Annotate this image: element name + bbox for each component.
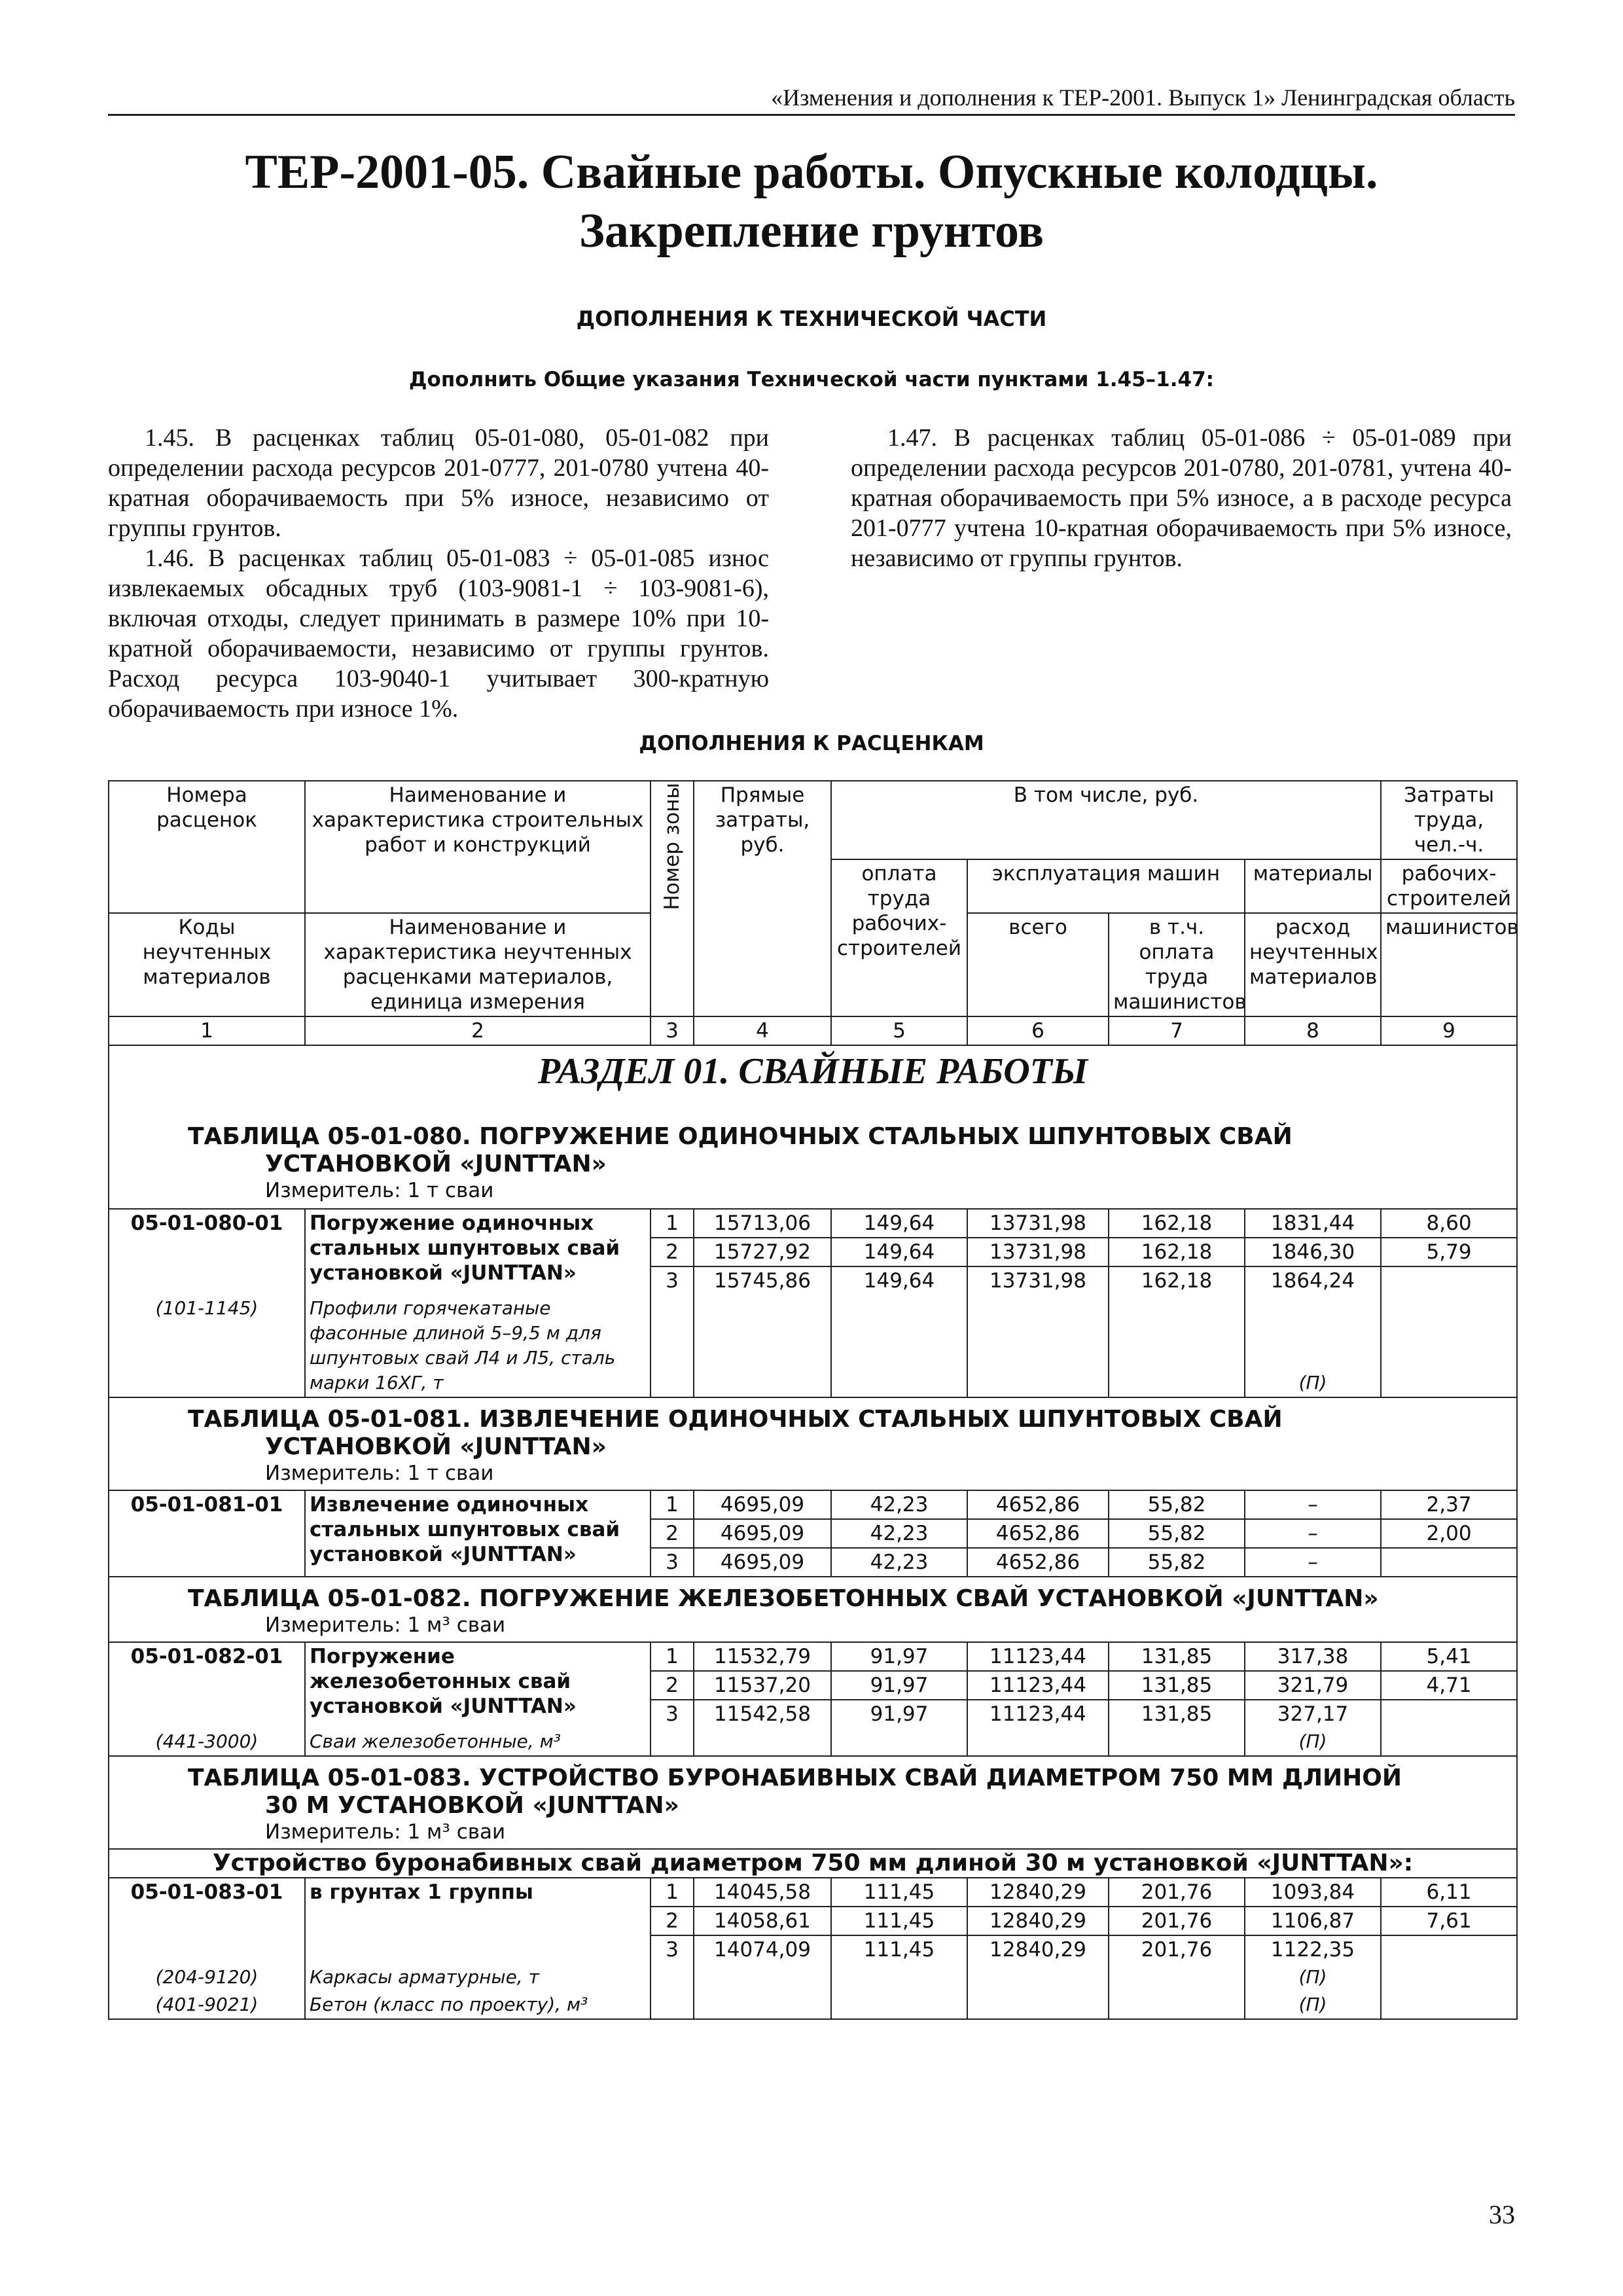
hdr-materials: материалы [1245,859,1381,913]
machines-cell: 4652,86 [967,1519,1109,1548]
machines-cell: 12840,29 [967,1878,1109,1907]
zone-cell: 3 [651,1700,694,1756]
materials-cell: – [1245,1548,1381,1577]
hdr-machinists: машинистов [1381,913,1517,1016]
hdr-zone [651,781,694,1016]
pay-cell: 111,45 [831,1907,967,1935]
rates-table [108,780,1518,2020]
pay-cell: 149,64 [831,1266,967,1397]
labor-cell [1381,1266,1517,1397]
machinists-cell: 55,82 [1109,1548,1245,1577]
material-mark: (П) [1245,1991,1381,2019]
machinists-cell: 55,82 [1109,1490,1245,1519]
pay-cell: 42,23 [831,1519,967,1548]
hdr-zone-label: Номер зоны [660,783,684,910]
direct-cell: 11532,79 [694,1642,831,1671]
machinists-cell: 201,76 [1109,1935,1245,2019]
hdr-codes: Коды неучтенных материалов [109,913,305,1016]
table-082-measure: Измеритель: 1 м³ сваи [265,1613,506,1637]
col-number: 6 [967,1016,1109,1045]
machinists-cell: 131,85 [1109,1642,1245,1671]
pay-cell: 149,64 [831,1209,967,1238]
direct-cell: 15713,06 [694,1209,831,1238]
machines-cell: 13731,98 [967,1209,1109,1238]
materials-cell: 1846,30 [1245,1238,1381,1266]
direct-cell: 11537,20 [694,1671,831,1700]
direct-cell: 15727,92 [694,1238,831,1266]
pay-cell: 42,23 [831,1490,967,1519]
tech-part-heading: ДОПОЛНЕНИЯ К ТЕХНИЧЕСКОЙ ЧАСТИ [576,306,1047,331]
labor-cell [1381,1935,1517,2019]
pay-cell: 91,97 [831,1671,967,1700]
rate-code: 05-01-081-01 [109,1490,305,1577]
materials-cell: 1122,35 [1245,1935,1381,1964]
pay-cell: 42,23 [831,1548,967,1577]
materials-cell: 317,38 [1245,1642,1381,1671]
material-mark: (П) [1245,1964,1381,1991]
table-082-title: ТАБЛИЦА 05-01-082. ПОГРУЖЕНИЕ ЖЕЛЕЗОБЕТОННЫХ СВАЙ УСТАНОВКОЙ «JUNTTAN» [188,1585,1379,1612]
machinists-cell: 131,85 [1109,1700,1245,1756]
material-code: (101-1145) [109,1295,305,1397]
col-number: 1 [109,1016,305,1045]
pay-cell: 91,97 [831,1642,967,1671]
direct-cell: 4695,09 [694,1490,831,1519]
zone-cell: 3 [651,1548,694,1577]
machines-cell: 11123,44 [967,1671,1109,1700]
table-row [109,1642,1517,1671]
table-081-measure: Измеритель: 1 т сваи [265,1462,494,1485]
rate-name: Извлечение одиночных стальных шпунтовых свай установкой «JUNTTAN» [305,1490,651,1577]
page-title [108,143,1515,260]
material-code: (401-9021) [109,1991,305,2019]
direct-cell: 4695,09 [694,1548,831,1577]
table-083-title: ТАБЛИЦА 05-01-083. УСТРОЙСТВО БУРОНАБИВНЫХ СВАЙ ДИАМЕТРОМ 750 ММ ДЛИНОЙ 30 М УСТАНОВКОЙ «JUNTTAN» [188,1765,1402,1819]
table-row [109,1878,1517,1907]
materials-cell: 1864,24 [1245,1266,1381,1295]
materials-cell: 327,17 [1245,1700,1381,1728]
col-number: 3 [651,1016,694,1045]
machines-cell: 4652,86 [967,1548,1109,1577]
zone-cell: 1 [651,1642,694,1671]
col-number: 2 [305,1016,651,1045]
direct-cell: 14045,58 [694,1878,831,1907]
zone-cell: 1 [651,1209,694,1238]
machinists-cell: 201,76 [1109,1907,1245,1935]
labor-cell: 5,79 [1381,1238,1517,1266]
hdr-unaccounted-consumption: расход неучтенных материалов [1245,913,1381,1016]
general-instructions-note: Дополнить Общие указания Технической части пунктами 1.45–1.47: [408,368,1215,391]
table-081-header [109,1397,1517,1490]
labor-cell: 6,11 [1381,1878,1517,1907]
page-number: 33 [1489,2200,1515,2229]
pay-cell: 111,45 [831,1935,967,2019]
rate-code: 05-01-082-01 [109,1642,305,1728]
machinists-cell: 162,18 [1109,1209,1245,1238]
hdr-unaccounted-name: Наименование и характеристика неучтенных расценками материалов, единица измерения [305,913,651,1016]
hdr-direct-costs: Прямые затраты, руб. [694,781,831,1016]
text-column-left [108,423,769,724]
materials-cell: 321,79 [1245,1671,1381,1700]
machines-cell: 12840,29 [967,1935,1109,2019]
hdr-rate-numbers: Номера расценок [109,781,305,913]
machinists-cell: 201,76 [1109,1878,1245,1907]
title-line-1: ТЕР-2001-05. Свайные работы. Опускные колодцы. [245,145,1378,199]
machines-cell: 12840,29 [967,1907,1109,1935]
hdr-machinist-pay: в т.ч. оплата труда машинистов [1109,913,1245,1016]
rates-heading: ДОПОЛНЕНИЯ К РАСЦЕНКАМ [639,732,984,755]
table-080-measure: Измеритель: 1 т сваи [265,1179,494,1202]
hdr-labor: Затраты труда, чел.-ч. [1381,781,1517,859]
machinists-cell: 55,82 [1109,1519,1245,1548]
labor-cell: 5,41 [1381,1642,1517,1671]
rate-name: в грунтах 1 группы [305,1878,651,1964]
material-name: Профили горячекатаные фасонные длиной 5–9,5 м для шпунтовых свай Л4 и Л5, сталь марки 16ХГ, т [305,1295,651,1397]
labor-cell: 2,37 [1381,1490,1517,1519]
zone-cell: 3 [651,1935,694,2019]
table-row [109,1490,1517,1519]
materials-cell: – [1245,1519,1381,1548]
material-name: Каркасы арматурные, т [305,1964,651,1991]
table-081-title: ТАБЛИЦА 05-01-081. ИЗВЛЕЧЕНИЕ ОДИНОЧНЫХ СТАЛЬНЫХ ШПУНТОВЫХ СВАЙ УСТАНОВКОЙ «JUNTTAN» [188,1406,1283,1460]
hdr-total: всего [967,913,1109,1016]
machinists-cell: 162,18 [1109,1238,1245,1266]
pay-cell: 149,64 [831,1238,967,1266]
zone-cell: 2 [651,1238,694,1266]
materials-cell: – [1245,1490,1381,1519]
table-083-measure: Измеритель: 1 м³ сваи [265,1820,506,1844]
table-083-header [109,1756,1517,1849]
direct-cell: 11542,58 [694,1700,831,1756]
pay-cell: 91,97 [831,1700,967,1756]
zone-cell: 2 [651,1671,694,1700]
material-code: (204-9120) [109,1964,305,1991]
direct-cell: 15745,86 [694,1266,831,1397]
direct-cell: 4695,09 [694,1519,831,1548]
labor-cell: 4,71 [1381,1671,1517,1700]
paragraph-1-45: 1.45. В расценках таблиц 05-01-080, 05-01-082 при определении расхода ресурсов 201-0777, 201-0780 учтена 40-кратная оборачиваемость при 5% износе, независимо от группы грунтов. [108,424,769,542]
machinists-cell: 131,85 [1109,1671,1245,1700]
section-block [109,1045,1517,1209]
rate-code: 05-01-083-01 [109,1878,305,1964]
machinists-cell: 162,18 [1109,1266,1245,1397]
col-number: 7 [1109,1016,1245,1045]
hdr-machine-op: эксплуатация машин [967,859,1245,913]
text-column-right [851,423,1512,573]
machines-cell: 13731,98 [967,1266,1109,1397]
direct-cell: 14074,09 [694,1935,831,2019]
machines-cell: 13731,98 [967,1238,1109,1266]
material-mark: (П) [1245,1728,1381,1756]
pay-cell: 111,45 [831,1878,967,1907]
running-head: «Изменения и дополнения к ТЕР-2001. Выпуск 1» Ленинградская область [771,84,1515,111]
hdr-workers-pay: оплата труда рабочих-строителей [831,859,967,1016]
materials-cell: 1093,84 [1245,1878,1381,1907]
rate-name: Погружение одиночных стальных шпунтовых свай установкой «JUNTTAN» [305,1209,651,1295]
zone-cell: 2 [651,1907,694,1935]
machines-cell: 11123,44 [967,1700,1109,1756]
header-rule [108,114,1515,116]
rate-name: Погружение железобетонных свай установкой «JUNTTAN» [305,1642,651,1728]
paragraph-1-46: 1.46. В расценках таблиц 05-01-083 ÷ 05-01-085 износ извлекаемых обсадных труб (103-9081-1 ÷ 103-9081-6), включая отходы, следует принимать в размере 10% при 10-кратной оборачиваемости, независимо от группы грунтов. Расход ресурса 103-9040-1 учитывает 300-кратную оборачиваемость при износе 1%. [108,545,769,723]
labor-cell: 8,60 [1381,1209,1517,1238]
col-number: 9 [1381,1016,1517,1045]
machines-cell: 11123,44 [967,1642,1109,1671]
direct-cell: 14058,61 [694,1907,831,1935]
table-082-header [109,1577,1517,1642]
material-name: Бетон (класс по проекту), м³ [305,1991,651,2019]
col-number: 5 [831,1016,967,1045]
zone-cell: 2 [651,1519,694,1548]
material-code: (441-3000) [109,1728,305,1756]
hdr-work-name: Наименование и характеристика строительных работ и конструкций [305,781,651,913]
materials-cell: 1106,87 [1245,1907,1381,1935]
labor-cell [1381,1700,1517,1756]
zone-cell: 1 [651,1490,694,1519]
table-083-subheading: Устройство буронабивных свай диаметром 750 мм длиной 30 м установкой «JUNTTAN»: [109,1849,1517,1878]
machines-cell: 4652,86 [967,1490,1109,1519]
labor-cell: 2,00 [1381,1519,1517,1548]
title-line-2: Закрепление грунтов [579,204,1044,258]
table-row [109,1209,1517,1238]
material-mark: (П) [1245,1295,1381,1397]
zone-cell: 3 [651,1266,694,1397]
materials-cell: 1831,44 [1245,1209,1381,1238]
col-number: 4 [694,1016,831,1045]
column-numbers-row [109,1016,1517,1045]
labor-cell: 7,61 [1381,1907,1517,1935]
zone-cell: 1 [651,1878,694,1907]
table-080-title: ТАБЛИЦА 05-01-080. ПОГРУЖЕНИЕ ОДИНОЧНЫХ СТАЛЬНЫХ ШПУНТОВЫХ СВАЙ УСТАНОВКОЙ «JUNTTAN» [188,1123,1293,1177]
paragraph-1-47: 1.47. В расценках таблиц 05-01-086 ÷ 05-01-089 при определении расхода ресурсов 201-0780, 201-0781, учтена 40-кратная оборачиваемость при 5% износе, а в расходе ресурса 201-0777 учтена 10-кратная оборачиваемость при 5% износе, независимо от группы грунтов. [851,424,1512,572]
labor-cell [1381,1548,1517,1577]
material-name: Сваи железобетонные, м³ [305,1728,651,1756]
hdr-including: В том числе, руб. [831,781,1381,859]
col-number: 8 [1245,1016,1381,1045]
section-title: РАЗДЕЛ 01. СВАЙНЫЕ РАБОТЫ [537,1051,1088,1092]
hdr-workers-labor: рабочих-строителей [1381,859,1517,913]
rate-code: 05-01-080-01 [109,1209,305,1295]
